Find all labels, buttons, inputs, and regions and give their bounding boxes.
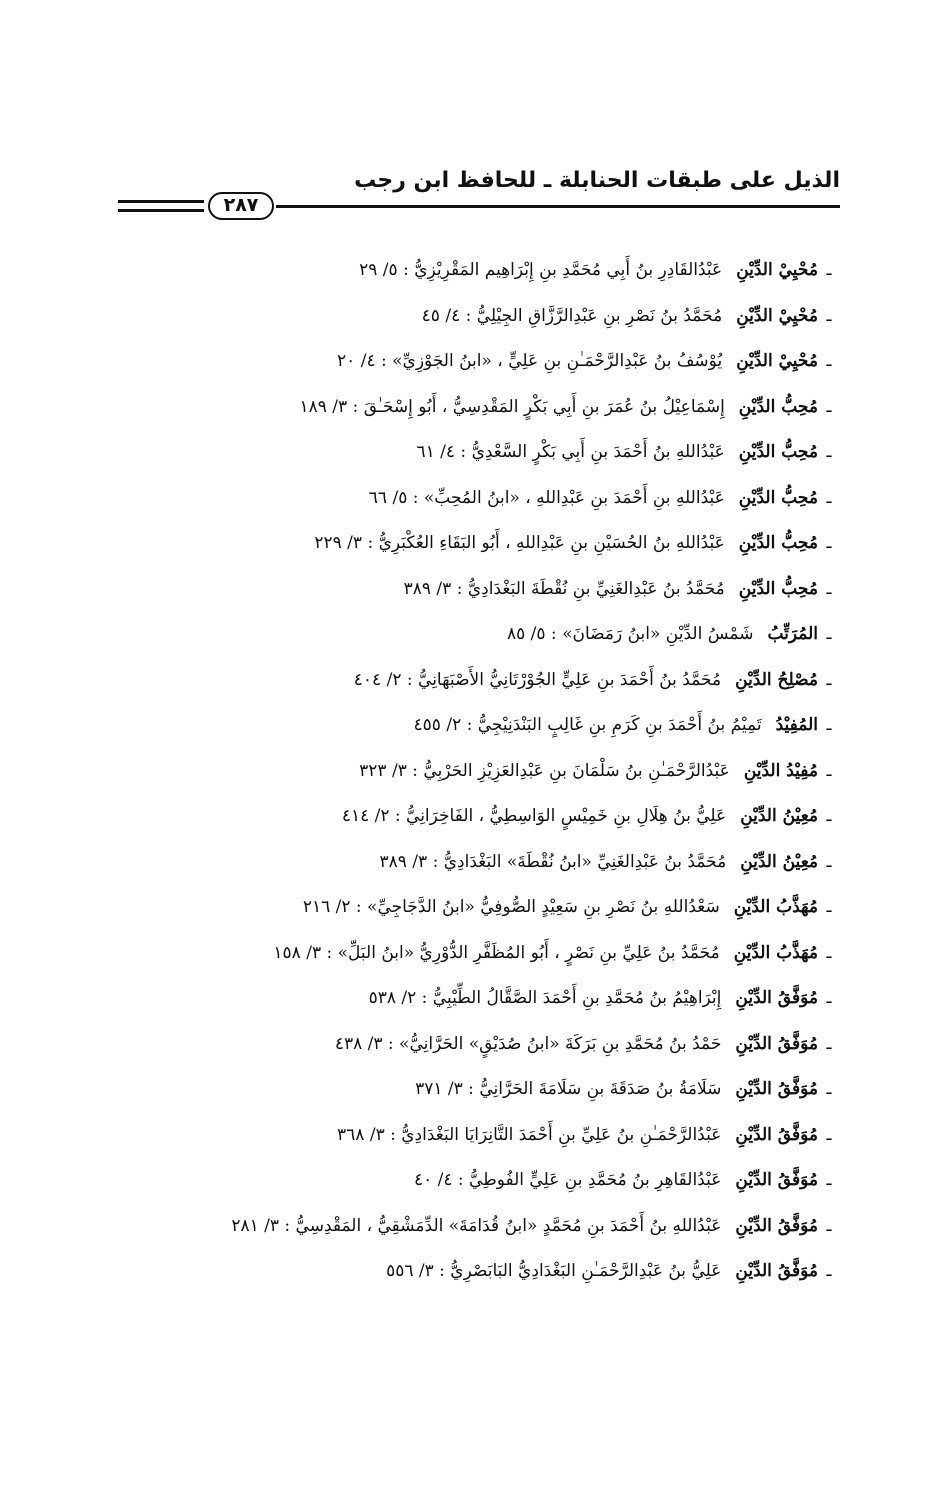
entry-laqab: مُفِيْدُ الدِّيْنِ	[743, 760, 818, 781]
list-item: ـمُفِيْدُ الدِّيْنِعَبْدُالرَّحْمَـٰنِ بنُ سَلْمَانَ بنِ عَبْدِالعَزِيْزِ الحَرْبِيُّ : ٣/ ٣٢٣	[359, 760, 832, 781]
entry-laqab: مُوَفَّقُ الدِّيْنِ	[735, 988, 818, 1008]
entry-laqab: مُعِيْنُ الدِّيْنِ	[740, 806, 818, 826]
list-item: ـمُحِبُّ الدِّيْنِمُحَمَّدُ بنُ عَبْدِالغَنِيِّ بنِ نُقْطَةَ البَغْدَادِيُّ : ٣/ ٣٨٩	[403, 578, 832, 599]
list-item: ـمُحْيِيْ الدِّيْنِمُحَمَّدُ بنُ نَصْرِ بنِ عَبْدِالرَّزَّاقِ الجِيْلِيُّ : ٤/ ٤٥	[421, 305, 832, 326]
list-item: ـمُصْلِحُ الدِّيْنِمُحَمَّدُ بنُ أَحْمَدَ بنِ عَلِيٍّ الجُوْرْتَانِيُّ الأَصْبَهَانِيُّ : ٢/ ٤٠٤	[353, 669, 832, 690]
index-list	[118, 248, 840, 1295]
list-item: ـمُحِبُّ الدِّيْنِعَبْدُاللهِ بنُ الحُسَيْنِ بنِ عَبْدِاللهِ ، أَبُو البَقَاءِ العُكْبَرِيُّ : ٣/ ٢٢٩	[314, 533, 832, 553]
list-item: ـمُوَفَّقُ الدِّيْنِإِبْرَاهِيْمُ بنُ مُحَمَّدِ بنِ أَحْمَدَ الصَّقَّالُ الطِّيْبِيُّ : ٢/ ٥٣٨	[368, 988, 832, 1008]
entry-text: عَبْدُاللهِ بنِ أَحْمَدَ بنِ عَبْدِاللهِ ، «ابنُ المُحِبِّ» : ٥/ ٦٦	[368, 487, 725, 508]
entry-laqab: المُرَتِّبُ	[767, 624, 818, 644]
entry-laqab: مُحْيِيْ الدِّيْنِ	[736, 305, 818, 326]
entry-text: عَبْدُاللهِ بنُ أَحْمَدَ بنِ مُحَمَّدٍ «ابنُ قُدَامَةَ» الدِّمَشْقِيُّ ، المَقْدِسِيُّ : ٣/ ٢٨١	[231, 1215, 722, 1236]
entry-text: مُحَمَّدُ بنُ عَبْدِالغَنِيِّ بنِ نُقْطَةَ البَغْدَادِيُّ : ٣/ ٣٨٩	[403, 578, 725, 599]
entry-text: عَلِيُّ بنُ هِلَالِ بنِ خَمِيْسٍ الوَاسِطِيُّ ، الفَاخِرَانِيُّ : ٢/ ٤١٤	[341, 806, 727, 826]
entry-text: تَمِيْمُ بنُ أَحْمَدَ بنِ كَرَمِ بنِ غَالِبٍ البَنْدَنِيْجِيُّ : ٢/ ٤٥٥	[413, 715, 762, 735]
list-item: ـمُوَفَّقُ الدِّيْنِحَمْدُ بنُ مُحَمَّدِ بنِ بَرَكَةَ «ابنُ صُدَيْقٍ» الحَرَّانِيُّ» : ٣/ ٤٣٨	[334, 1033, 832, 1054]
entry-laqab: مُحِبُّ الدِّيْنِ	[738, 442, 818, 462]
entry-text: مُحَمَّدُ بنُ عَبْدِالغَنِيِّ «ابنُ نُقْطَةَ» البَغْدَادِيُّ : ٣/ ٣٨٩	[379, 851, 727, 872]
list-item: ـمُحِبُّ الدِّيْنِعَبْدُاللهِ بنُ أَحْمَدَ بنِ أَبِي بَكْرٍ السَّعْدِيُّ : ٤/ ٦١	[416, 442, 832, 462]
list-item: ـمُوَفَّقُ الدِّيْنِعَبْدُالقَاهِرِ بنُ مُحَمَّدِ بنِ عَلِيٍّ الفُوطِيُّ : ٤/ ٤٠	[413, 1170, 832, 1190]
entry-text: عَلِيُّ بنُ عَبْدِالرَّحْمَـٰنِ البَغْدَادِيُّ البَابَصْرِيُّ : ٣/ ٥٥٦	[386, 1261, 722, 1281]
entry-laqab: مُحِبُّ الدِّيْنِ	[738, 487, 818, 508]
list-item: ـمُهَذَّبُ الدِّيْنِسَعْدُاللهِ بنُ نَصْرِ بنِ سَعِيْدٍ الصُّوفِيُّ «ابنُ الدَّجَاجِيِّ» : ٢/ ٢١٦	[302, 897, 832, 917]
list-item: ـمُعِيْنُ الدِّيْنِعَلِيُّ بنُ هِلَالِ بنِ خَمِيْسٍ الوَاسِطِيُّ ، الفَاخِرَانِيُّ : ٢/ ٤١٤	[341, 806, 832, 826]
entry-text: يُوْسُفُ بنُ عَبْدِالرَّحْمَـٰنِ بنِ عَلِيٍّ ، «ابنُ الجَوْزِيِّ» : ٤/ ٢٠	[337, 351, 723, 371]
entry-laqab: مُهَذَّبُ الدِّيْنِ	[733, 942, 818, 963]
entry-laqab: مُحِبُّ الدِّيْنِ	[738, 533, 818, 553]
entry-laqab: مُوَفَّقُ الدِّيْنِ	[735, 1215, 818, 1236]
entry-laqab: مُوَفَّقُ الدِّيْنِ	[735, 1124, 818, 1145]
list-item: ـمُوَفَّقُ الدِّيْنِعَبْدُاللهِ بنُ أَحْمَدَ بنِ مُحَمَّدٍ «ابنُ قُدَامَةَ» الدِّمَشْقِيُّ ، المَقْدِسِيُّ : ٣/ ٢٨١	[231, 1215, 832, 1236]
entry-text: إِبْرَاهِيْمُ بنُ مُحَمَّدِ بنِ أَحْمَدَ الصَّقَّالُ الطِّيْبِيُّ : ٢/ ٥٣٨	[368, 988, 722, 1008]
header-rule-left-bottom	[118, 209, 204, 212]
entry-text: عَبْدُالرَّحْمَـٰنِ بنُ سَلْمَانَ بنِ عَبْدِالعَزِيْزِ الحَرْبِيُّ : ٣/ ٣٢٣	[359, 760, 730, 781]
entry-laqab: مُحِبُّ الدِّيْنِ	[738, 396, 818, 417]
entry-laqab: مُحْيِيْ الدِّيْنِ	[736, 351, 818, 371]
entry-laqab: المُفِيْدُ	[775, 715, 818, 735]
list-item: ـمُوَفَّقُ الدِّيْنِعَلِيُّ بنُ عَبْدِالرَّحْمَـٰنِ البَغْدَادِيُّ البَابَصْرِيُّ : ٣/ ٥٥٦	[386, 1261, 832, 1281]
entry-text: سَعْدُاللهِ بنُ نَصْرِ بنِ سَعِيْدٍ الصُّوفِيُّ «ابنُ الدَّجَاجِيِّ» : ٢/ ٢١٦	[302, 897, 720, 917]
page-header	[118, 160, 840, 230]
entry-text: إِسْمَاعِيْلُ بنُ عُمَرَ بنِ أَبِي بَكْرٍ المَقْدِسِيُّ ، أَبُو إِسْحَـٰقَ : ٣/ ١٨٩	[299, 396, 725, 417]
book-title: الذيل على طبقات الحنابلة ـ للحافظ ابن رجب	[354, 168, 840, 193]
list-item: ـمُوَفَّقُ الدِّيْنِعَبْدُالرَّحْمَـٰنِ بنُ عَلِيِّ بنِ أَحْمَدَ التَّانِرَايَا البَغْدَادِيُّ : ٣/ ٣٦٨	[337, 1124, 832, 1145]
entry-text: مُحَمَّدُ بنُ عَلِيِّ بنِ نَصْرٍ ، أَبُو المُظَفَّرِ الدُّوْرِيُّ «ابنُ البَلِّ» : ٣/ ١٥٨	[273, 942, 720, 963]
page-number: ٢٨٧	[208, 192, 274, 220]
list-item: ـمُحْيِيْ الدِّيْنِعَبْدُالقَادِرِ بنُ أَبِي مُحَمَّدِ بنِ إِبْرَاهِيم المَقْرِيْزِيُّ : ٥/ ٢٩	[359, 260, 832, 280]
entry-laqab: مُوَفَّقُ الدِّيْنِ	[735, 1079, 818, 1099]
list-item: ـالمُفِيْدُتَمِيْمُ بنُ أَحْمَدَ بنِ كَرَمِ بنِ غَالِبٍ البَنْدَنِيْجِيُّ : ٢/ ٤٥٥	[413, 715, 832, 735]
entry-text: حَمْدُ بنُ مُحَمَّدِ بنِ بَرَكَةَ «ابنُ صُدَيْقٍ» الحَرَّانِيُّ» : ٣/ ٤٣٨	[334, 1033, 722, 1054]
entry-laqab: مُوَفَّقُ الدِّيْنِ	[735, 1170, 818, 1190]
entry-text: شَمْسُ الدِّيْنِ «ابنُ رَمَضَانَ» : ٥/ ٨٥	[506, 624, 754, 644]
list-item: ـمُحْيِيْ الدِّيْنِيُوْسُفُ بنُ عَبْدِالرَّحْمَـٰنِ بنِ عَلِيٍّ ، «ابنُ الجَوْزِيِّ» : ٤/ ٢٠	[337, 351, 832, 371]
entry-text: عَبْدُالرَّحْمَـٰنِ بنُ عَلِيِّ بنِ أَحْمَدَ التَّانِرَايَا البَغْدَادِيُّ : ٣/ ٣٦٨	[337, 1124, 722, 1145]
list-item: ـالمُرَتِّبُشَمْسُ الدِّيْنِ «ابنُ رَمَضَانَ» : ٥/ ٨٥	[506, 624, 832, 644]
entry-laqab: مُحْيِيْ الدِّيْنِ	[736, 260, 818, 280]
entry-text: عَبْدُاللهِ بنُ الحُسَيْنِ بنِ عَبْدِاللهِ ، أَبُو البَقَاءِ العُكْبَرِيُّ : ٣/ ٢٢٩	[314, 533, 725, 553]
entry-laqab: مُوَفَّقُ الدِّيْنِ	[735, 1261, 818, 1281]
entry-laqab: مُهَذَّبُ الدِّيْنِ	[733, 897, 818, 917]
list-item: ـمُحِبُّ الدِّيْنِإِسْمَاعِيْلُ بنُ عُمَرَ بنِ أَبِي بَكْرٍ المَقْدِسِيُّ ، أَبُو إِسْحَـٰقَ : ٣/ ١٨٩	[299, 396, 832, 417]
entry-laqab: مُصْلِحُ الدِّيْنِ	[735, 669, 818, 690]
entry-text: مُحَمَّدُ بنُ أَحْمَدَ بنِ عَلِيٍّ الجُوْرْتَانِيُّ الأَصْبَهَانِيُّ : ٢/ ٤٠٤	[353, 669, 722, 690]
list-item: ـمُوَفَّقُ الدِّيْنِسَلَامَةُ بنُ صَدَقَةَ بنِ سَلَامَةَ الحَرَّانِيُّ : ٣/ ٣٧١	[415, 1079, 832, 1099]
list-item: ـمُهَذَّبُ الدِّيْنِمُحَمَّدُ بنُ عَلِيِّ بنِ نَصْرٍ ، أَبُو المُظَفَّرِ الدُّوْرِيُّ «ابنُ البَلِّ» : ٣/ ١٥٨	[273, 942, 832, 963]
entry-laqab: مُعِيْنُ الدِّيْنِ	[740, 851, 818, 872]
entry-laqab: مُوَفَّقُ الدِّيْنِ	[735, 1033, 818, 1054]
entry-text: عَبْدُالقَادِرِ بنُ أَبِي مُحَمَّدِ بنِ إِبْرَاهِيم المَقْرِيْزِيُّ : ٥/ ٢٩	[359, 260, 723, 280]
list-item: ـمُحِبُّ الدِّيْنِعَبْدُاللهِ بنِ أَحْمَدَ بنِ عَبْدِاللهِ ، «ابنُ المُحِبِّ» : ٥/ ٦٦	[368, 487, 832, 508]
entry-laqab: مُحِبُّ الدِّيْنِ	[738, 578, 818, 599]
header-rule	[276, 205, 840, 208]
list-item: ـمُعِيْنُ الدِّيْنِمُحَمَّدُ بنُ عَبْدِالغَنِيِّ «ابنُ نُقْطَةَ» البَغْدَادِيُّ : ٣/ ٣٨٩	[379, 851, 832, 872]
entry-text: عَبْدُالقَاهِرِ بنُ مُحَمَّدِ بنِ عَلِيٍّ الفُوطِيُّ : ٤/ ٤٠	[413, 1170, 722, 1190]
entry-text: سَلَامَةُ بنُ صَدَقَةَ بنِ سَلَامَةَ الحَرَّانِيُّ : ٣/ ٣٧١	[415, 1079, 722, 1099]
header-rule-left-top	[118, 200, 204, 203]
entry-text: عَبْدُاللهِ بنُ أَحْمَدَ بنِ أَبِي بَكْرٍ السَّعْدِيُّ : ٤/ ٦١	[416, 442, 725, 462]
entry-text: مُحَمَّدُ بنُ نَصْرِ بنِ عَبْدِالرَّزَّاقِ الجِيْلِيُّ : ٤/ ٤٥	[421, 305, 723, 326]
